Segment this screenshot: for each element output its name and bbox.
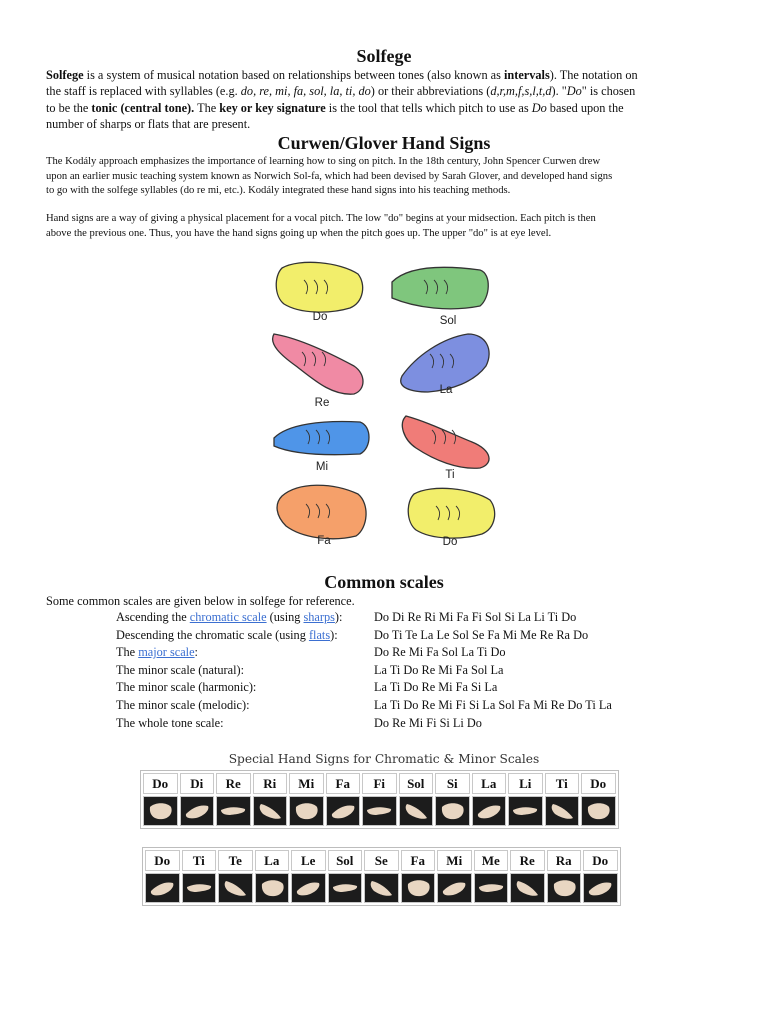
text-line: The Kodály approach emphasizes the importance of learning how to sing on pitch. In the 18th century, John Spencer Curwen drew	[46, 156, 601, 167]
link-link[interactable]: chromatic scale	[189, 610, 267, 624]
text-run: is a system of musical notation based on relationships between tones (also known as	[83, 68, 504, 82]
bold-term: intervals	[503, 68, 550, 82]
page-title: Solfege	[356, 46, 412, 66]
text-line: to go with the solfege syllables (do re mi, etc.). Kodály integrated these hand signs into his teaching methods.	[46, 185, 511, 197]
syllable-header: Fa	[401, 850, 436, 871]
hand-shape	[259, 804, 280, 819]
hand-photo	[437, 873, 472, 903]
hand-photo-icon	[291, 798, 321, 824]
hand-shape	[296, 803, 318, 819]
bold-term: tonic (central tone).	[91, 100, 195, 115]
hand-photo	[583, 873, 618, 903]
hand-sign-label: Ti	[445, 469, 455, 481]
hand-shape	[392, 267, 488, 309]
syllable-header: Re	[216, 773, 251, 794]
scale-name	[116, 628, 338, 643]
text-run: to be the	[46, 100, 92, 115]
hand-shape	[589, 882, 612, 895]
hand-photo-icon	[476, 875, 506, 901]
syllable-header: Ri	[253, 773, 288, 794]
hand-photo-icon	[401, 798, 431, 824]
scale-name	[116, 645, 198, 660]
bold-term: Solfege	[46, 68, 84, 82]
hand-shape	[554, 880, 576, 896]
syllable-header: Do	[583, 850, 618, 871]
scale-row	[0, 663, 768, 681]
hand-photo-icon	[366, 875, 396, 901]
text-line: Hand signs are a way of giving a physical placement for a vocal pitch. The low "do" begins at your midsection. Each pitch is then	[46, 213, 596, 224]
hand-photo	[547, 873, 582, 903]
hand-shape	[276, 262, 362, 312]
hand-photo	[474, 873, 509, 903]
syllable-header: Ti	[545, 773, 580, 794]
syllable-header: Do	[145, 850, 180, 871]
italic-term: Do	[566, 84, 582, 99]
hand-photo	[508, 796, 543, 826]
hand-sign-ti	[402, 416, 489, 481]
scale-syllables: Do Re Mi Fa Sol La Ti Do	[374, 645, 506, 660]
chromatic-descending-table	[142, 847, 621, 906]
scale-name-text: Ascending the	[116, 610, 190, 624]
hand-shape	[367, 807, 391, 815]
hand-photo	[545, 796, 580, 826]
hand-photo	[326, 796, 361, 826]
syllable-header: Ti	[182, 850, 217, 871]
scale-row	[0, 628, 768, 646]
scale-name-text: ):	[334, 610, 343, 624]
hand-photo	[143, 796, 178, 826]
hand-shape	[221, 807, 245, 815]
hand-photo	[182, 873, 217, 903]
hand-photo-icon	[184, 875, 214, 901]
scale-name	[116, 680, 256, 695]
syllable-header: Mi	[289, 773, 324, 794]
hand-sign-label: Re	[314, 397, 330, 409]
syllable-header: Do	[143, 773, 178, 794]
link-link[interactable]: flats	[308, 627, 331, 642]
hand-photo-icon	[293, 875, 323, 901]
text-run: is the tool that tells which pitch to use as	[325, 100, 532, 115]
hand-photo	[435, 796, 470, 826]
hand-photo-icon	[437, 798, 467, 824]
hand-shape	[517, 881, 538, 896]
scales-lead: Some common scales are given below in solfege for reference.	[46, 594, 355, 608]
scale-syllables: La Ti Do Re Mi Fi Si La Sol Fa Mi Re Do Ti La	[374, 698, 612, 712]
scale-name-text: The minor scale (natural):	[116, 662, 245, 677]
hand-shape	[551, 804, 572, 819]
text-run: ). The notation on	[549, 68, 638, 82]
hand-photo-icon	[403, 875, 433, 901]
scale-row	[0, 610, 768, 628]
hand-sign-mi	[274, 422, 369, 473]
text-run: The	[194, 100, 220, 115]
hand-sign-fa	[277, 485, 366, 547]
hand-photo-icon	[257, 875, 287, 901]
hand-photo-icon	[510, 798, 540, 824]
scale-name-text: The minor scale (melodic):	[116, 698, 250, 712]
syllable-header: Fi	[362, 773, 397, 794]
hand-photo	[289, 796, 324, 826]
syllable-header: Fa	[326, 773, 361, 794]
hand-photo	[362, 796, 397, 826]
scale-syllables: Do Di Re Ri Mi Fa Fi Sol Si La Li Ti Do	[374, 610, 577, 624]
hand-photo	[510, 873, 545, 903]
hand-sign-label: Do	[312, 311, 328, 323]
italic-term: Do	[531, 100, 547, 115]
scale-syllables: Do Re Mi Fi Si Li Do	[374, 715, 482, 730]
hand-photo-icon	[218, 798, 248, 824]
scale-name	[116, 663, 244, 678]
scale-row	[0, 716, 768, 734]
scale-row	[0, 698, 768, 716]
curwen-heading: Curwen/Glover Hand Signs	[277, 133, 491, 153]
scale-syllables: Do Ti Te La Le Sol Se Fa Mi Me Re Ra Do	[374, 627, 589, 642]
hand-shape	[371, 881, 392, 896]
hand-sign-label: Sol	[439, 315, 457, 327]
hand-shape	[225, 881, 246, 896]
italic-term: do, re, mi, fa, sol, la, ti, do	[240, 84, 371, 99]
hand-shape	[479, 884, 503, 892]
hand-shape	[297, 882, 320, 895]
scale-name-text: Descending the chromatic scale (using	[116, 627, 309, 642]
bold-term: key or key signature	[219, 100, 326, 115]
text-run: ) or their abbreviations (	[370, 84, 491, 99]
special-signs-caption: Special Hand Signs for Chromatic & Minor Scales	[228, 752, 540, 766]
hand-shape	[262, 880, 284, 896]
text-run: number of sharps or flats that are present.	[46, 117, 251, 132]
syllable-header: Te	[218, 850, 253, 871]
text-run: " is chosen	[581, 84, 636, 99]
hand-sign-label: Mi	[315, 461, 329, 473]
hand-sign-re	[273, 334, 363, 409]
text-line: upon an earlier music teaching system known as Norwich Sol-fa, which had been devised by Sarah Glover, and developed hand signs	[46, 170, 613, 182]
hand-photo-icon	[585, 875, 615, 901]
hand-photo-icon	[220, 875, 250, 901]
syllable-header: Mi	[437, 850, 472, 871]
hand-photo-icon	[439, 875, 469, 901]
syllable-header: Sol	[399, 773, 434, 794]
scale-name-text: (using	[266, 610, 304, 624]
scale-row	[0, 680, 768, 698]
link-link[interactable]: major scale	[138, 645, 195, 660]
syllable-header: Di	[180, 773, 215, 794]
hand-photo-icon	[182, 798, 212, 824]
hand-shape	[443, 882, 466, 895]
syllable-header: Li	[508, 773, 543, 794]
syllable-header: Si	[435, 773, 470, 794]
hand-shape	[187, 884, 211, 892]
hand-photo	[472, 796, 507, 826]
hand-shape	[442, 803, 464, 819]
scale-name	[116, 698, 250, 713]
hand-sign-do-high	[408, 488, 494, 548]
hand-photo-icon	[474, 798, 504, 824]
hand-photo	[364, 873, 399, 903]
hand-sign-do	[276, 262, 362, 323]
hand-photo-icon	[255, 798, 285, 824]
syllable-header: Do	[581, 773, 616, 794]
hand-shape	[274, 422, 369, 455]
scale-name	[116, 610, 342, 625]
hand-sign-label: Fa	[317, 535, 331, 547]
hand-photo	[328, 873, 363, 903]
syllable-header: Le	[291, 850, 326, 871]
hand-shape	[513, 807, 537, 815]
scale-syllables: La Ti Do Re Mi Fa Sol La	[374, 662, 504, 677]
hand-shape	[273, 334, 363, 394]
hand-photo-icon	[547, 798, 577, 824]
hand-photo-icon	[364, 798, 394, 824]
hand-photo	[399, 796, 434, 826]
hand-photo-icon	[549, 875, 579, 901]
hand-shape	[402, 416, 489, 468]
hand-photo-icon	[512, 875, 542, 901]
hand-shape	[150, 803, 172, 819]
hand-photo-icon	[583, 798, 613, 824]
hand-photo	[218, 873, 253, 903]
hand-photo	[145, 873, 180, 903]
hand-photo	[291, 873, 326, 903]
hand-shape	[186, 805, 209, 818]
hand-shape	[478, 805, 501, 818]
hand-shape	[408, 488, 494, 538]
syllable-header: La	[255, 850, 290, 871]
hand-photo	[255, 873, 290, 903]
hand-photo	[253, 796, 288, 826]
hand-photo	[180, 796, 215, 826]
syllable-header: Se	[364, 850, 399, 871]
scale-name-text: ):	[330, 627, 338, 642]
hand-photo	[581, 796, 616, 826]
link2-link[interactable]: sharps	[303, 610, 335, 624]
hand-photo	[216, 796, 251, 826]
hand-sign-la	[401, 334, 489, 396]
chromatic-ascending-table	[140, 770, 619, 829]
hand-shape	[405, 804, 426, 819]
text-run: based upon the	[546, 100, 624, 115]
syllable-header: La	[472, 773, 507, 794]
syllable-header: Re	[510, 850, 545, 871]
hand-photo-icon	[328, 798, 358, 824]
hand-photo	[401, 873, 436, 903]
syllable-header: Sol	[328, 850, 363, 871]
syllable-header: Ra	[547, 850, 582, 871]
scale-name-text: The whole tone scale:	[116, 715, 224, 730]
italic-term: d,r,m,f,s,l,t,d	[490, 84, 552, 99]
hand-sign-label: Do	[442, 536, 458, 548]
hand-photo-icon	[330, 875, 360, 901]
hand-photo-icon	[147, 875, 177, 901]
text-line: above the previous one. Thus, you have the hand signs going up when the pitch goes up. The upper "do" is at eye level.	[46, 227, 552, 239]
scale-name	[116, 716, 224, 731]
syllable-header: Me	[474, 850, 509, 871]
scale-row	[0, 645, 768, 663]
hand-photo-icon	[145, 798, 175, 824]
hand-sign-label: La	[439, 384, 453, 396]
hand-shape	[333, 884, 357, 892]
scale-name-text: :	[194, 645, 198, 660]
text-run: the staff is replaced with syllables (e.g.	[46, 84, 241, 99]
hand-shape	[151, 882, 174, 895]
scale-name-text: The	[116, 645, 139, 660]
hand-shape	[588, 803, 610, 819]
hand-shape	[408, 880, 430, 896]
scale-name-text: The minor scale (harmonic):	[116, 680, 257, 695]
hand-sign-sol	[392, 267, 488, 327]
hand-shape	[332, 805, 355, 818]
common-scales-heading: Common scales	[324, 572, 444, 592]
text-run: ). "	[551, 84, 567, 99]
scale-syllables: La Ti Do Re Mi Fa Si La	[374, 680, 498, 695]
hand-shape	[277, 485, 366, 539]
